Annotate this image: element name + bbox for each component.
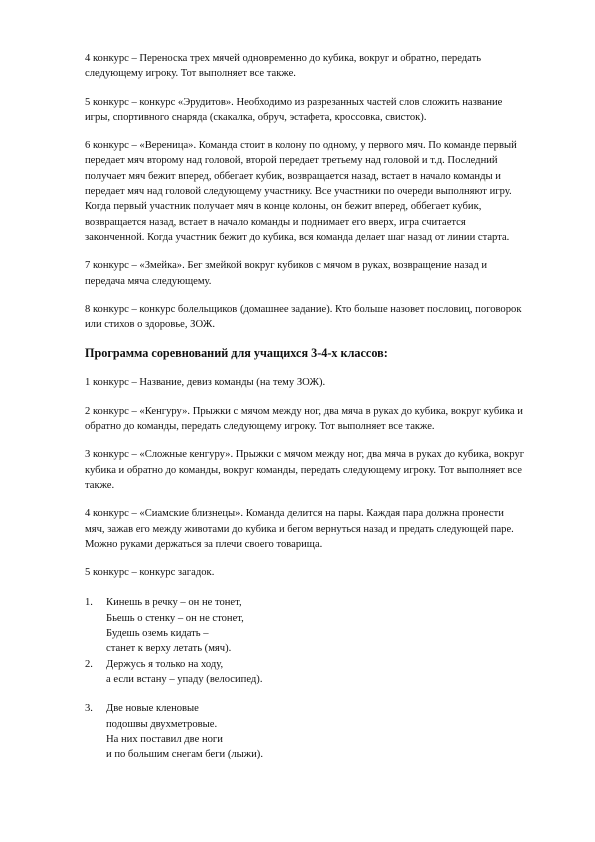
riddle-number: 1.	[85, 597, 93, 609]
riddle-number: 2.	[85, 658, 93, 670]
riddle-list-wrapper	[85, 595, 525, 762]
paragraph-contest-6: 6 конкурс – «Вереница». Команда стоит в колону по одному, у первого мяч. По команде первый передает мяч второму над головой, второй передает третьему над головой и т.д. Последний получает мяч бежит вперед, оббегает кубик, возвращается назад, встает в начало команды и передает мяч над головой следующему участнику. Все участники по очереди выполняют игру. Когда первый участник получает мяч в конце колоны, он бежит вперед, оббегает кубик, возвращается назад, встает в начало команды и поднимает его вверх, игра считается законченной. Когда участник бежит до кубика, вся команда делает шаг назад от линии старта.	[85, 140, 517, 243]
paragraph-contest-5-b: 5 конкурс – конкурс загадок.	[85, 567, 215, 579]
riddle-item	[85, 595, 525, 656]
paragraph-contest-7: 7 конкурс – «Змейка». Бег змейкой вокруг кубиков с мячом в руках, возвращение назад и передача мяча следующему.	[85, 260, 488, 287]
riddle-line: Бьешь о стенку – он не стонет,	[106, 612, 244, 624]
paragraph-contest-3-b: 3 конкурс – «Сложные кенгуру». Прыжки с мячом между ног, два мяча в руках до кубика, вокруг кубика и обратно до команды, вокруг команды, передать следующему игроку. Тот выполняет все также.	[85, 449, 525, 491]
paragraph-contest-1-b: 1 конкурс – Название, девиз команды (на тему ЗОЖ).	[85, 377, 326, 389]
riddle-line: Будешь оземь кидать –	[106, 628, 209, 640]
riddle-item	[85, 657, 525, 688]
riddle-list	[85, 595, 525, 762]
riddle-line: подошвы двухметровые.	[106, 718, 218, 730]
riddle-line: Две новые кленовые	[106, 703, 199, 715]
paragraph-contest-2-b: 2 конкурс – «Кенгуру». Прыжки с мячом между ног, два мяча в руках до кубика, вокруг кубика и обратно до команды, передать следующему игроку. Тот выполняет все также.	[85, 405, 523, 433]
riddle-line: и по большим снегам беги (лыжи).	[106, 749, 263, 761]
riddle-line: Кинешь в речку – он не тонет,	[106, 597, 242, 609]
riddle-item	[85, 701, 525, 762]
riddle-line: Держусь я только на ходу,	[106, 658, 224, 670]
riddle-line: а если встану – упаду (велосипед).	[106, 673, 263, 685]
riddle-line: станет к верху летать (мяч).	[106, 643, 232, 655]
paragraph-contest-8: 8 конкурс – конкурс болельщиков (домашнее задание). Кто больше назовет пословиц, поговорок или стихов о здоровье, ЗОЖ.	[85, 303, 522, 331]
paragraph-contest-5: 5 конкурс – конкурс «Эрудитов». Необходимо из разрезанных частей слов сложить название игры, спортивного снаряда (скакалка, обруч, эстафета, кроссовка, свисток).	[85, 96, 503, 123]
document-content	[85, 51, 525, 762]
section-heading: Программа соревнований для учащихся 3-4-х классов:	[85, 346, 388, 361]
riddle-line: На них поставил две ноги	[106, 733, 223, 745]
riddle-number: 3.	[85, 703, 93, 715]
paragraph-contest-4: 4 конкурс – Переноска трех мячей одновременно до кубика, вокруг и обратно, передать следующему игроку. Тот выполняет все также.	[85, 53, 482, 80]
paragraph-contest-4-b: 4 конкурс – «Сиамские близнецы». Команда делится на пары. Каждая пара должна пронести мяч, зажав его между животами до кубика и бегом вернуться назад и предать следующей паре. Можно руками держаться за плечи своего товарища.	[85, 508, 514, 550]
